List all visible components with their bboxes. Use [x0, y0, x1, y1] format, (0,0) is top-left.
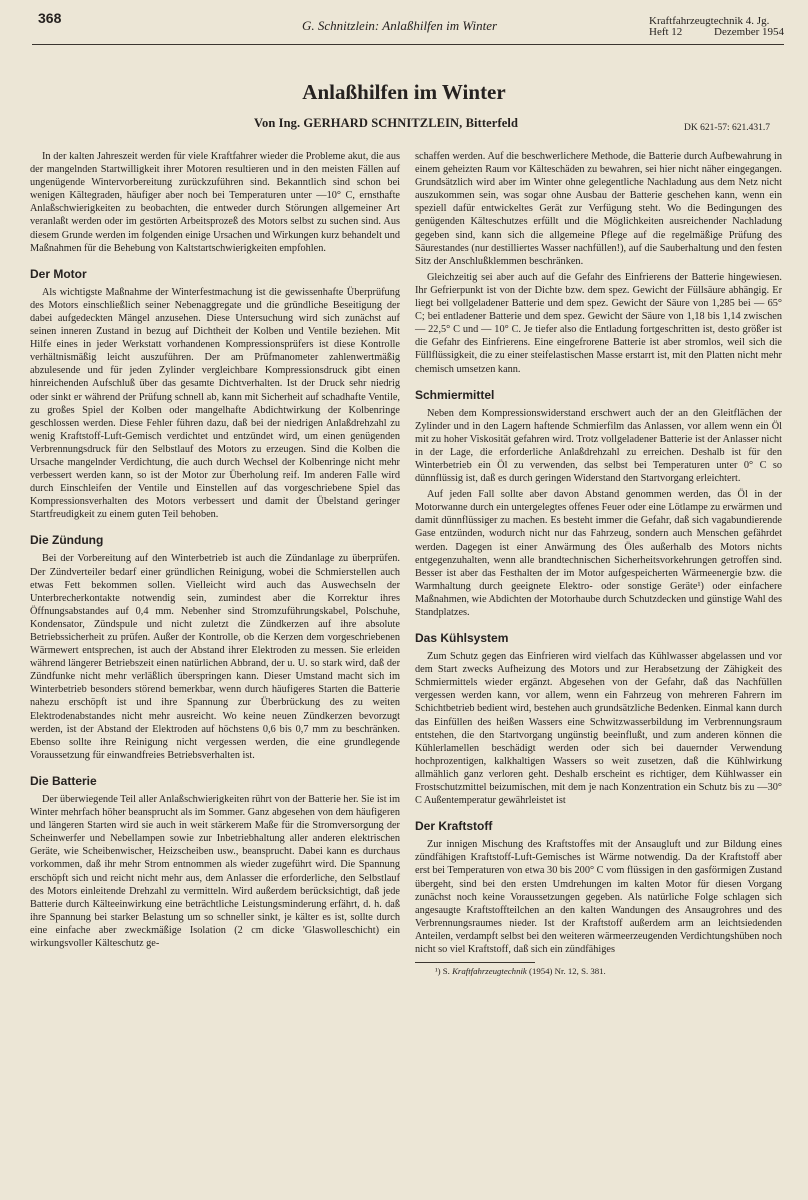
paragraph-schmiermittel-1: Neben dem Kompressionswiderstand erschwert auch der an den Gleitflächen der Zylinder und in den Lagern haftende Schmierfilm das Anlassen, vor allem wenn ein Öl mit zu hoher Viskosität gefahren wird. Trotz vollgeladener Batterie ist der Anlasser nicht in der Lage, die erforderliche Anlaßdrehzahl zu erreichen. Deshalb ist für den Winterbetrieb ein Öl zu verwenden, das selbst bei Temperaturen unter 0° C so dünnflüssig ist, daß es durch geringen Widerstand den Startvorgang erleichtert.: [415, 407, 782, 485]
footnote-divider: [415, 962, 535, 963]
footnote-journal: Kraftfahrzeugtechnik: [452, 966, 527, 977]
section-heading-zuendung: Die Zündung: [30, 533, 104, 548]
journal-name: Kraftfahrzeugtechnik 4. Jg.: [649, 15, 770, 27]
left-column: [30, 150, 400, 953]
intro-paragraph: In der kalten Jahreszeit werden für viele Kraftfahrer wieder die Probleme akut, die aus der mangelnden Startwilligkeit ihrer Motoren resultieren und in den meisten Fällen auf ungenügende Wintervorbereitung zurückzuführen sind. Bekanntlich sind schon bei wenigen Kältegraden, häufiger aber noch bei Temperaturen unter —10° C, ernsthafte Anlaßschwierigkeiten zu beobachten, die entweder durch Störungen allgemeiner Art veranlaßt werden oder im gestörten Arbeitsprozeß des Motors selbst zu suchen sind. Aus diesem Grunde werden im folgenden einige Ursachen und Wirkungen kurz behandelt und Maßnahmen für die Behebung von Kaltstartschwierigkeiten empfohlen.: [30, 151, 400, 254]
paragraph-kuehlsystem: Zum Schutz gegen das Einfrieren wird vielfach das Kühlwasser abgelassen und vor dem Start zwecks Aufheizung des Motors und zur Herabsetzung der Zähigkeit des Schmiermittels wieder ergänzt. Abgesehen von der Gefahr, daß das Nachfüllen vergessen werden kann, vor allem, wenn ein Fahrzeug von mehreren Fahrern im Schichtbetrieb bedient wird, bestehen auch grundsätzliche Bedenken. Einmal kann durch das Einfüllen des heißen Wassers eine Schwitzwasserbildung im Verbrennungsraum entstehen, die den Startvorgang ungünstig beeinflußt, und zum anderen können die Kühlerlamellen beschädigt werden oder sich bei dauernder Verwendung hochprozentigen, kalkhaltigen Wassers so weit zusetzen, daß die Kühlwirkung allmählich ganz verloren geht. Deshalb erscheint es richtiger, dem Kühlwasser ein Frostschutzmittel beizumischen, mit dem je nach Konzentration ein Schutz bis zu —30° C Außentemperatur gewährleistet ist: [415, 651, 782, 807]
paragraph-batterie-continued: schaffen werden. Auf die beschwerlichere Methode, die Batterie durch Aufbewahrung in einem geheizten Raum vor Kälteschäden zu bewahren, sei hier nicht näher eingegangen. Grundsätzlich wird aber im Winter ohne gelegentliche Nachladung aus dem Netz nicht auszukommen sein, was sogar ohne Ausbau der Batterie geschehen kann, wenn ein speziell dafür entwickeltes Gerät zur Verfügung steht. Wo die Bedingungen des genügenden Kälteschutzes erfüllt und die Möglichkeiten ausreichender Nachladung gegeben sind, kann sich die allgemeine Pflege auf die regelmäßige Prüfung des Säurestandes (nur destilliertes Wasser nachfüllen!), auf die Sauberhaltung und den festen Sitz der Anschlußklemmen beschränken.: [415, 151, 782, 267]
journal-issue-date: Dezember 1954: [714, 26, 784, 38]
journal-issue-number: Heft 12: [649, 26, 683, 38]
paragraph-kraftstoff: Zur innigen Mischung des Kraftstoffes mit der Ansaugluft und zur Bildung eines zündfähigen Kraftstoff-Luft-Gemisches ist Wärme notwendig. Da der Kraftstoff aber erst bei Temperaturen von etwa 30 bis 200° C vom flüssigen in den gasförmigen Zustand übergeht, sind bei den ersten Umdrehungen im kalten Motor für diesen Vorgang zunächst noch keine Voraussetzungen gegeben. Als natürliche Folge schlagen sich angesaugte Kraftstoffteilchen an den kalten Wandungen des Ansaugrohres und des Verbrennungsraumes nieder. Ist der Kraftstoff außerdem arm an leichtsiedenden Anteilen, verdampft selbst bei den weiteren wärmeerzeugenden Verdichtungshüben noch nicht so viel Kraftstoff, daß sich ein zündfähiges: [415, 839, 782, 955]
right-column: [415, 150, 782, 980]
running-header: [32, 6, 784, 45]
journal-issue: [649, 27, 784, 38]
section-heading-motor: Der Motor: [30, 266, 87, 281]
section-heading-schmiermittel: Schmiermittel: [415, 387, 495, 402]
article-title: Anlaßhilfen im Winter: [302, 80, 506, 104]
section-heading-kuehlsystem: Das Kühlsystem: [415, 631, 509, 646]
page-number: 368: [38, 10, 62, 26]
footnote-reference: (1954) Nr. 12, S. 381.: [529, 966, 606, 977]
footnote: [415, 966, 782, 977]
section-heading-kraftstoff: Der Kraftstoff: [415, 819, 493, 834]
article-author: Von Ing. GERHARD SCHNITZLEIN, Bitterfeld: [254, 116, 518, 130]
journal-info: [649, 16, 784, 38]
running-title: G. Schnitzlein: Anlaßhilfen im Winter: [302, 18, 498, 33]
section-heading-batterie: Die Batterie: [30, 773, 97, 788]
paragraph-batterie: Der überwiegende Teil aller Anlaßschwierigkeiten rührt von der Batterie her. Sie ist im Winter mehrfach höher beansprucht als im Sommer. Ganz abgesehen von dem häufigeren und längeren Starten wird sie auch in weit stärkerem Maße für die Stromversorgung der Scheinwerfer und Nebellampen sowie zur Inbetriebhaltung aller anderen elektrischen Geräte, wie Scheibenwischer, Heizscheiben usw., beansprucht. Dabei kann es durchaus vorkommen, daß ihr mehr Strom entnommen als wieder zugeführt wird. Die Spannung erschöpft sich und reicht nicht mehr aus, dem Anlasser die erforderliche, den Selbstlauf des Motors einleitende Drehzahl zu vermitteln. Wird außerdem berücksichtigt, daß jede Batterie durch Kälteeinwirkung eine beträchtliche Leistungsminderung erfährt, d. h. daß ihre Spannung bei starker Belastung um so schneller sinkt, je kälter es ist, sollte durch eine einfache aber zweckmäßige Isolation (2 cm dicke 'Glaswolleschicht) ein wirkungsvoller Kälteschutz ge-: [30, 793, 400, 949]
dk-classification: DK 621-57: 621.431.7: [683, 123, 770, 133]
paragraph-schmiermittel-2: Auf jeden Fall sollte aber davon Abstand genommen werden, das Öl in der Motorwanne durch ein untergelegtes offenes Feuer oder eine Lötlampe zu erwärmen und damit dünnflüssiger zu machen. Es besteht immer die Gefahr, daß sich vagabundierende Gase entzünden, wodurch nicht nur das Fahrzeug, sondern auch Menschen gefährdet werden. Dagegen ist einer Anwärmung des Öles außerhalb des Motors nichts entgegenzuhalten, wenn alle brandtechnischen Sicherheitsvorkehrungen getroffen sind. Besser ist aber das Festhalten der im Motor aufgespeicherten Wärmeenergie bzw. die Warmhaltung durch geeignete Elektro- oder sonstige Geräte¹) oder einfachere Maßnahmen, wie Abdichten der Motorhaube durch Schutzdecken und günstige Wahl des Standplatzes.: [415, 489, 782, 618]
paragraph-motor: Als wichtigste Maßnahme der Winterfestmachung ist die gewissenhafte Überprüfung des Motors einschließlich seiner Nebenaggregate und die gründliche Beseitigung der dabei aufgedeckten Mängel anzusehen. Diese Untersuchung wird sich zunächst auf seinen inneren Zustand in bezug auf Dichtheit der Kolben und Ventile beziehen. Mit Hilfe eines in jeder Werkstatt vorhandenen Kompressionsprüfers ist diese Kontrolle verhältnismäßig leicht auszuführen. Der am Prüfmanometer zahlenwertmäßig abzulesende und für jeden Zylinder vergleichbare Kompressionsdruck gibt einen hinreichenden Aufschluß über das gesamte Dichtverhalten. Ist der Druck sehr niedrig oder sinkt er während der Prüfung schnell ab, kann mit Sicherheit auf schadhafte Ventile, zu großes Spiel der Kolben oder mangelhafte Abdichtwirkung der Kolbenringe geschlossen werden. Diese Fehler führen dazu, daß bei der niedrigen Anlaßdrehzahl zu wenig Kraftstoff-Luft-Gemisch verdichtet und entzündet wird, um einen genügenden Verbrennungsdruck für den Selbstlauf des Motors zu erzeugen. Sind die Kolben die Ursache mangelnder Verdichtung, die auch durch Wechsel der Kolbenringe nicht mehr verbessert werden kann, so ist der Motor zur Überholung reif. Im anderen Falle wird durch Einschleifen der Ventile und Einstellen auf das vorgeschriebene Spiel das Kompressionsverhalten des Motors verbessert und damit der Übelstand geringer Startfreudigkeit zu einem guten Teil behoben.: [30, 286, 400, 521]
paragraph-zuendung: Bei der Vorbereitung auf den Winterbetrieb ist auch die Zündanlage zu überprüfen. Der Zündverteiler bedarf einer gründlichen Reinigung, wobei die Schmierstellen auch etwas Fett bekommen sollen. Vielleicht wird auch das Auswechseln der Unterbrecherkontakte notwendig sein, zumindest aber die Korrektur ihres Öffnungsabstandes auf 0,4 mm. Nebenher sind Stromzuführungskabel, Polschuhe, Kondensator, Zündspule und nicht zuletzt die Zündkerzen auf ihre absolute Betriebssicherheit zu prüfen. Außer der Kontrolle, ob die Kerzen dem vorgeschriebenen Wärmewert entsprechen, ist auch der Abstand ihrer Elektroden zu messen. Sie erleiden während längerer Betriebszeit einen natürlichen Abbrand, der u. U. so stark wird, daß der Zündfunke nicht mehr verläßlich überspringen kann. Dieser Umstand macht sich im Winterbetrieb besonders störend bemerkbar, wenn durch häufigeres Starten die Batterie nahezu erschöpft ist und ihre Spannung zur Überbrückung des zu weiten Elektrodenabstandes nicht mehr ausreicht. Wo keine neuen Zündkerzen bevorzugt werden, ist der Abstand der Elektroden auf höchstens 0,6 bis 0,7 mm zu beschränken. Ebenso sollte ihre Reinigung nicht vergessen werden, die eine grundlegende Voraussetzung für einwandfreies Betriebsverhalten ist.: [30, 553, 400, 761]
footnote-mark: ¹) S.: [435, 966, 450, 977]
paragraph-batterie-freezing: Gleichzeitig sei aber auch auf die Gefahr des Einfrierens der Batterie hingewiesen. Ihr Gefrierpunkt ist von der Dichte bzw. dem spez. Gewicht der Füllsäure abhängig. Er liegt bei vollgeladener Batterie und dem spez. Gewicht der Säure von 1,285 bei — 65° C; bei entladener Batterie und dem spez. Gewicht der Säure von 1,18 bis 1,14 zwischen — 22,5° C und — 10° C. Je tiefer also die Entladung fortgeschritten ist, desto größer ist die Gefahr des Einfrierens. Eine eingefrorene Batterie ist aber stromlos, weil sich die Füllflüssigkeit, die zu einer steifelastischen Masse erstarrt ist, mit den Platten nicht mehr chemisch umsetzen kann.: [415, 271, 782, 375]
